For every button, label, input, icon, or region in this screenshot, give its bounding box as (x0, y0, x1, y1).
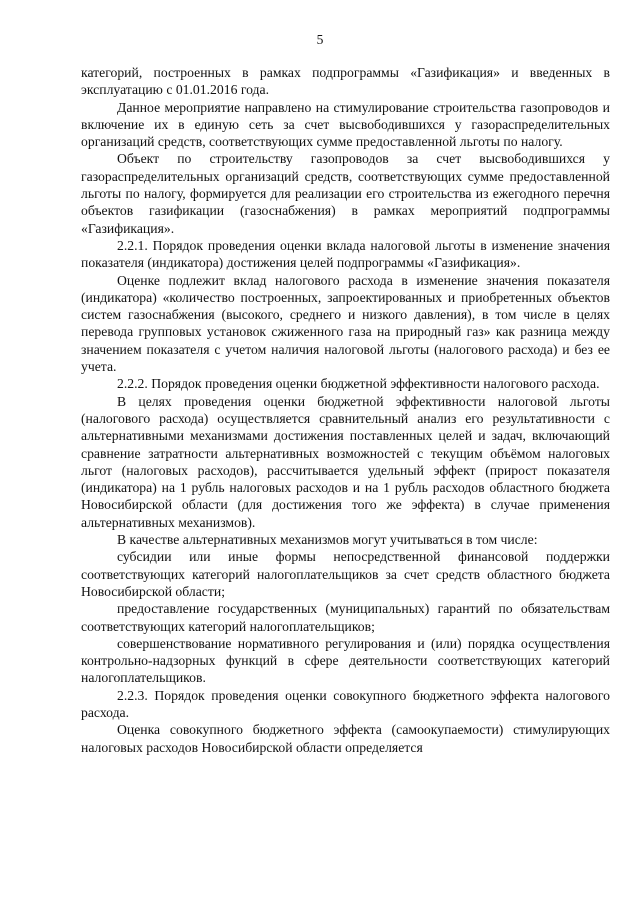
list-item-guarantees: предоставление государственных (муниципальных) гарантий по обязательствам соответствующих категорий налогоплательщиков; (81, 601, 610, 634)
section-heading-2-2-2: 2.2.2. Порядок проведения оценки бюджетной эффективности налогового расхода. (117, 376, 600, 392)
section-heading-2-2-1: 2.2.1. Порядок проведения оценки вклада налоговой льготы в изменение значения показателя (индикатора) достижения целей подпрограммы «Газификация». (81, 237, 610, 271)
list-item-subsidies: субсидии или иные формы непосредственной финансовой поддержки соответствующих категорий налогоплательщиков за счет средств областного бюджета Новосибирской области; (81, 549, 610, 599)
list-item-regulation: совершенствование нормативного регулирования и (или) порядка осуществления контрольно-надзорных функций в сфере деятельности соответствующих категорий налогоплательщиков. (81, 635, 610, 686)
paragraph-alternatives-intro: В качестве альтернативных механизмов могут учитываться в том числе: (117, 532, 538, 548)
paragraph-cumulative-effect: Оценка совокупного бюджетного эффекта (самоокупаемости) стимулирующих налоговых расходов Новосибирской области определяется (81, 722, 610, 755)
paragraph-budget-efficiency: В целях проведения оценки бюджетной эффективности налоговой льготы (налогового расхода) осуществляется сравнительный анализ его результативности с альтернативными механизмами достижения поставленных целей и задач, включающий сравнение затратности альтернативных возможностей с текущим объёмом налоговых льгот (налоговых расходов), рассчитывается удельный эффект (прирост показателя (индикатора) на 1 рубль налоговых расходов и на 1 рубль расходов областного бюджета Новосибирской области (для достижения того же эффекта) в случае применения альтернативных механизмов). (81, 393, 610, 530)
paragraph-measure-purpose: Данное мероприятие направлено на стимулирование строительства газопроводов и включение их в единую сеть за счет высвободившихся у газораспределительных организаций средств, соответствующих сумме предоставленной льготы по налогу. (81, 99, 610, 150)
paragraph-contribution-assessment: Оценке подлежит вклад налогового расхода в изменение значения показателя (индикатора) «количество построенных, запроектированных и приобретенных объектов систем газоснабжения (высокого, среднего и низкого давления), в том числе в целях перевода групповых установок сжиженного газа на природный газ» как разница между значением показателя с учетом наличия налоговой льготы (налогового расхода) и без ее учета. (81, 272, 610, 375)
page-number: 5 (316, 32, 324, 47)
paragraph-continuation: категорий, построенных в рамках подпрограммы «Газификация» и введенных в эксплуатацию с 01.01.2016 года. (81, 65, 610, 98)
document-body (81, 64, 610, 756)
section-heading-2-2-3: 2.2.3. Порядок проведения оценки совокупного бюджетного эффекта налогового расхода. (81, 687, 610, 720)
paragraph-object-formation: Объект по строительству газопроводов за счет высвободившихся у газораспределительных организаций средств, соответствующих сумме предоставленной льготы по налогу, формируется для реализации его строительства из ежегодного перечня объектов газификации (газоснабжения) в рамках мероприятий подпрограммы «Газификация». (81, 151, 610, 236)
